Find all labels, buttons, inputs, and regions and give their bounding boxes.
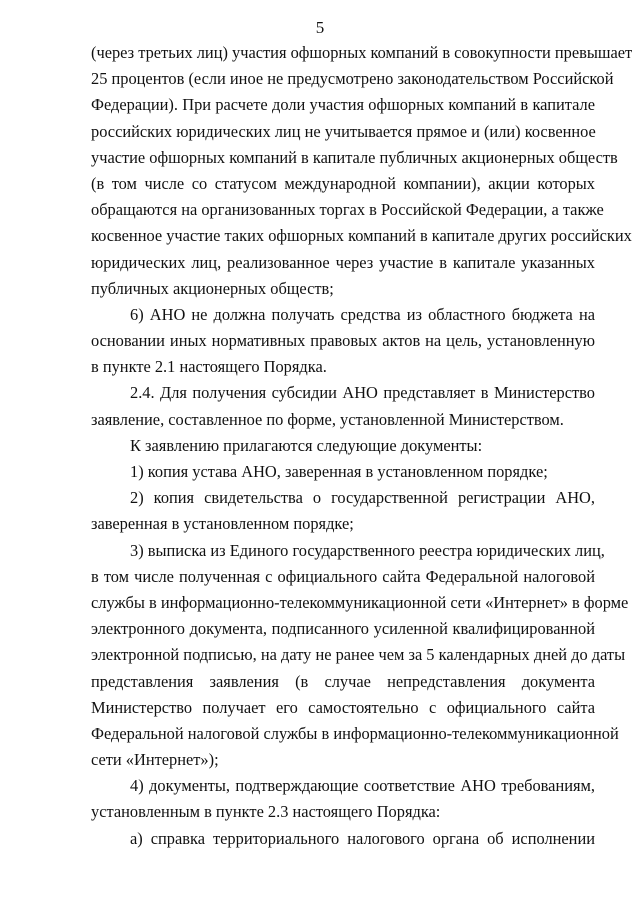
text-line: 3) выписка из Единого государственного реестра юридических лиц, (130, 540, 605, 560)
text-line: в пункте 2.1 настоящего Порядка. (91, 357, 327, 377)
text-line: 2) копия свидетельства о государственной регистрации АНО, (130, 488, 595, 508)
text-line: Федерации). При расчете доли участия офшорных компаний в капитале (91, 95, 595, 115)
text-line: российских юридических лиц не учитывается прямое и (или) косвенное (91, 121, 596, 141)
text-line: обращаются на организованных торгах в Российской Федерации, а также (91, 200, 604, 220)
text-line: косвенное участие таких офшорных компаний в капитале других российских (91, 226, 632, 246)
text-line: участие офшорных компаний в капитале публичных акционерных обществ (91, 147, 618, 167)
text-line: заявление, составленное по форме, установленной Министерством. (91, 409, 564, 429)
text-line: а) справка территориального налогового органа об исполнении (130, 828, 595, 848)
text-line: установленным в пункте 2.3 настоящего Порядка: (91, 802, 441, 822)
text-line: сети «Интернет»); (91, 750, 219, 770)
text-line: юридических лиц, реализованное через участие в капитале указанных (91, 252, 595, 272)
text-line: 1) копия устава АНО, заверенная в установленном порядке; (130, 462, 548, 481)
text-line: 2.4. Для получения субсидии АНО представляет в Министерство (130, 383, 595, 403)
text-line: основании иных нормативных правовых актов на цель, установленную (91, 331, 595, 351)
text-line: (через третьих лиц) участия офшорных компаний в совокупности превышает (91, 43, 633, 62)
page-number: 5 (315, 18, 325, 37)
text-line: представления заявления (в случае непредставления документа (91, 671, 595, 691)
text-line: Федеральной налоговой службы в информационно-телекоммуникационной (91, 723, 619, 743)
text-line: (в том числе со статусом международной компании), акции которых (91, 173, 595, 193)
text-line: публичных акционерных обществ; (91, 278, 334, 298)
text-line: 6) АНО не должна получать средства из областного бюджета на (130, 304, 595, 324)
text-line: К заявлению прилагаются следующие документы: (130, 435, 483, 455)
text-line: Министерство получает его самостоятельно с официального сайта (91, 697, 595, 717)
text-line: электронного документа, подписанного усиленной квалифицированной (91, 619, 595, 639)
text-line: электронной подписью, на дату не ранее чем за 5 календарных дней до даты (91, 645, 626, 665)
text-line: службы в информационно-телекоммуникационной сети «Интернет» в форме (91, 592, 629, 612)
text-line: в том числе полученная с официального сайта Федеральной налоговой (91, 566, 595, 586)
document-body (91, 40, 633, 852)
text-line: 4) документы, подтверждающие соответствие АНО требованиям, (130, 776, 595, 796)
text-line: заверенная в установленном порядке; (91, 514, 354, 534)
text-line: 25 процентов (если иное не предусмотрено законодательством Российской (91, 69, 614, 89)
